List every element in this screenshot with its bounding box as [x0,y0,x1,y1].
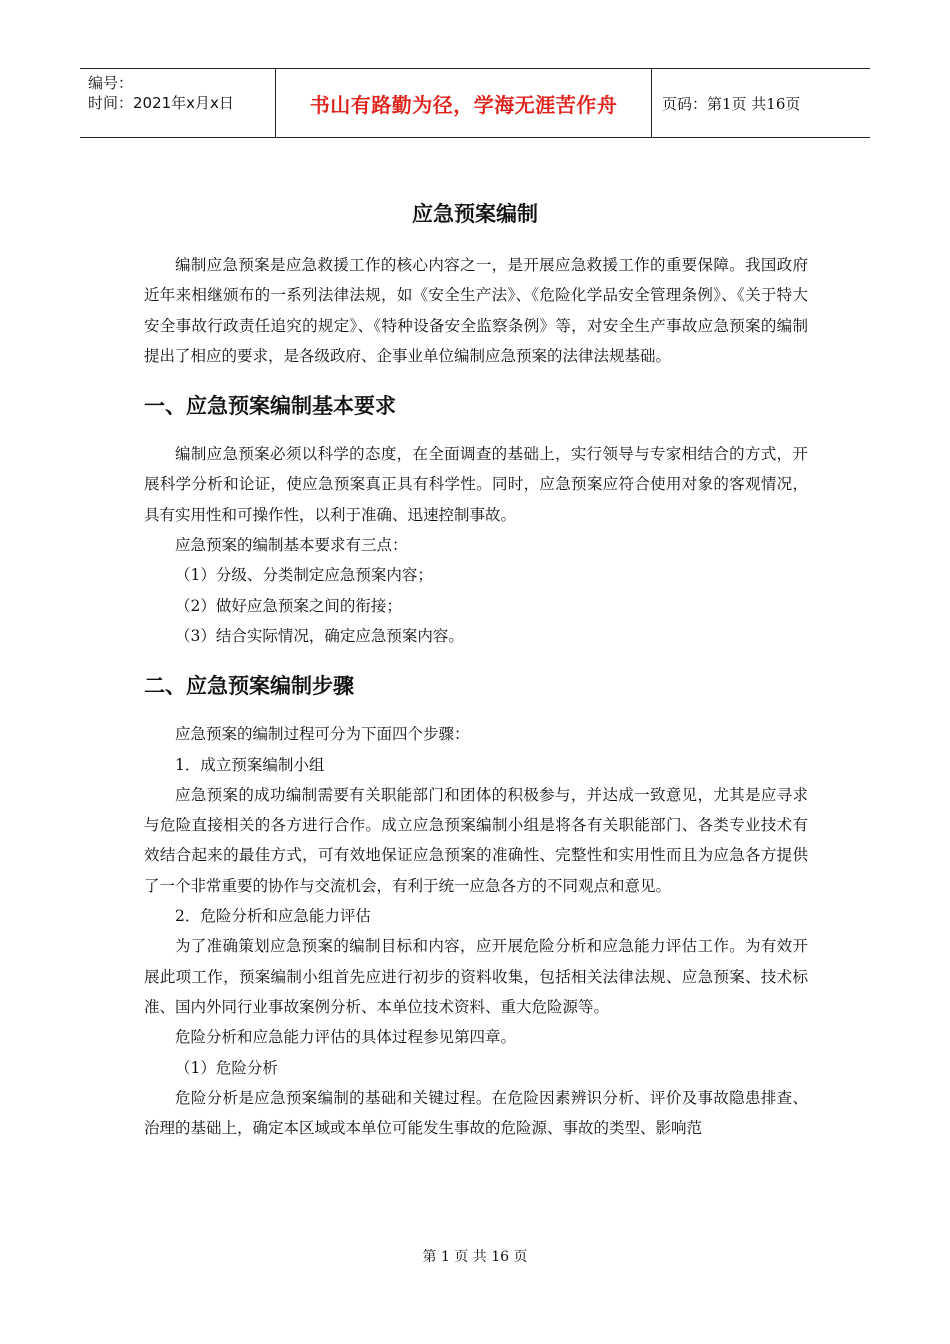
intro-paragraph: 编制应急预案是应急救援工作的核心内容之一，是开展应急救援工作的重要保障。我国政府近年来相继颁布的一系列法律法规，如《安全生产法》、《危险化学品安全管理条例》、《关于特大安全事故行政责任追究的规定》、《特种设备安全监察条例》等，对安全生产事故应急预案的编制提出了相应的要求，是各级政府、企事业单位编制应急预案的法律法规基础。 [144,256,808,365]
requirement-item: （1）分级、分类制定应急预案内容； [175,566,433,585]
step-1-body: 应急预案的成功编制需要有关职能部门和团体的积极参与，并达成一致意见，尤其是应寻求与危险直接相关的各方进行合作。成立应急预案编制小组是将各有关职能部门、各类专业技术有效结合起来的最佳方式，可有效地保证应急预案的准确性、完整性和实用性而且为应急各方提供了一个非常重要的协作与交流机会，有利于统一应急各方的不同观点和意见。 [144,785,808,895]
document-number-label: 编号： [88,74,134,92]
header-motto: 书山有路勤为径，学海无涯苦作舟 [276,69,652,137]
document-title: 应急预案编制 [412,202,538,226]
page-footer: 第 1 页 共 16 页 [422,1249,528,1265]
step-2-title: 2．危险分析和应急能力评估 [175,907,371,926]
page-header [80,68,870,138]
substep-1-title: （1）危险分析 [175,1058,278,1077]
requirement-item: （2）做好应急预案之间的衔接； [175,596,402,615]
step-2-body: 为了准确策划应急预案的编制目标和内容，应开展危险分析和应急能力评估工作。为有效开展此项工作，预案编制小组首先应进行初步的资料收集，包括相关法律法规、应急预案、技术标准、国内外同行业事故案例分析、本单位技术资料、重大危险源等。 [144,937,808,1016]
substep-1-body: 危险分析是应急预案编制的基础和关键过程。在危险因素辨识分析、评价及事故隐患排查、治理的基础上，确定本区域或本单位可能发生事故的危险源、事故的类型、影响范 [144,1088,808,1138]
header-page-info: 页码：第1页 共16页 [662,94,801,113]
step-1-title: 1．成立预案编制小组 [175,755,325,774]
header-left-cell [80,69,276,137]
section-2-intro: 应急预案的编制过程可分为下面四个步骤： [175,725,470,744]
section-2-heading: 二、应急预案编制步骤 [144,674,354,699]
document-date-label: 时间：2021年x月x日 [88,94,234,112]
document-body [144,250,808,1143]
section-1-heading: 一、应急预案编制基本要求 [144,394,396,419]
requirement-item: （3）结合实际情况，确定应急预案内容。 [175,626,464,645]
section-1-requirements-intro: 应急预案的编制基本要求有三点： [175,536,408,555]
section-1-paragraph: 编制应急预案必须以科学的态度，在全面调查的基础上，实行领导与专家相结合的方式，开展科学分析和论证，使应急预案真正具有科学性。同时，应急预案应符合使用对象的客观情况，具有实用性和可操作性，以利于准确、迅速控制事故。 [144,445,808,524]
step-2-reference: 危险分析和应急能力评估的具体过程参见第四章。 [175,1028,517,1047]
